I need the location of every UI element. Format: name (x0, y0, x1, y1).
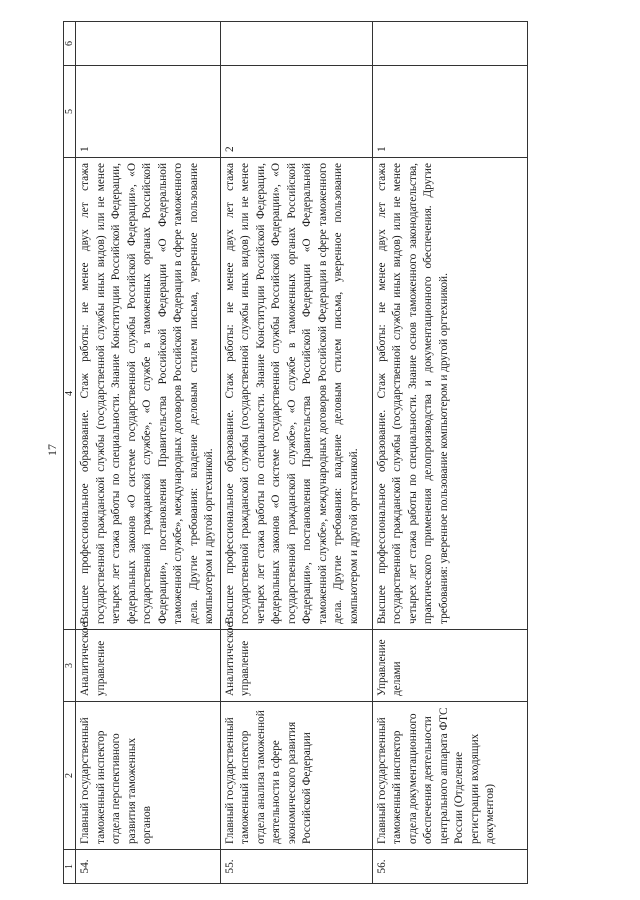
table-row (372, 22, 527, 884)
requirements: Высшее профессиональное образование. Стаж работы: не менее двух лет стажа государственной гражданской службы (государственной службы иных видов) или не менее четырех лет стажа работы по специальности. Знание Конституции Российской Федерации, федеральных законов «О системе государственной службы Российской Федерации», «О государственной гражданской службе», «О службе в таможенных органах Российской Федерации», постановления Правительства Российской Федерации «О Федеральной таможенной службе», международных договоров Российской Федерации в сфере таможенного дела. Другие требования: владение деловым стилем письма, уверенное пользование компьютером и другой оргтехникой. (220, 158, 372, 630)
table-row (76, 22, 221, 884)
count: 1 (76, 66, 221, 158)
header-row (64, 22, 76, 884)
table-row (220, 22, 372, 884)
department: Аналитическое управление (76, 630, 221, 702)
column-header: 3 (64, 630, 76, 702)
department: Управление делами (372, 630, 527, 702)
column-header: 6 (64, 22, 76, 66)
department: Аналитическое управление (220, 630, 372, 702)
positions-table (63, 21, 528, 884)
column-header: 2 (64, 702, 76, 850)
requirements: Высшее профессиональное образование. Стаж работы: не менее двух лет стажа государственной гражданской службы (государственной службы иных видов) или не менее четырех лет стажа работы по специальности. Знание Конституции Российской Федерации, федеральных законов «О системе государственной службы Российской Федерации», «О государственной гражданской службе», «О службе в таможенных органах Российской Федерации», постановления Правительства Российской Федерации «О Федеральной таможенной службе», международных договоров Российской Федерации в сфере таможенного дела. Другие требования: владение деловым стилем письма, уверенное пользование компьютером и другой оргтехникой. (76, 158, 221, 630)
position-title: Главный государственный таможенный инспектор отдела анализа таможенной деятельности в сфере экономического развития Российской Федерации (220, 702, 372, 850)
column-6-cell (372, 22, 527, 66)
position-title: Главный государственный таможенный инспектор отдела документационного обеспечения деятельности центрального аппарата ФТС России (Отделение регистрации входящих документов) (372, 702, 527, 850)
column-header: 1 (64, 850, 76, 884)
position-title: Главный государственный таможенный инспектор отдела перспективного развития таможенных органов (76, 702, 221, 850)
row-number: 55. (220, 850, 372, 884)
column-6-cell (76, 22, 221, 66)
page-number: 17 (45, 444, 59, 456)
row-number: 54. (76, 850, 221, 884)
column-header: 4 (64, 158, 76, 630)
column-6-cell (220, 22, 372, 66)
column-header: 5 (64, 66, 76, 158)
count: 2 (220, 66, 372, 158)
row-number: 56. (372, 850, 527, 884)
count: 1 (372, 66, 527, 158)
requirements: Высшее профессиональное образование. Стаж работы: не менее двух лет стажа государственной гражданской службы (государственной службы иных видов) или не менее четырех лет стажа работы по специальности. Знание основ таможенного законодательства, практического применения делопроизводства и документационного обеспечения. Другие требования: уверенное пользование компьютером и другой оргтехникой. (372, 158, 527, 630)
